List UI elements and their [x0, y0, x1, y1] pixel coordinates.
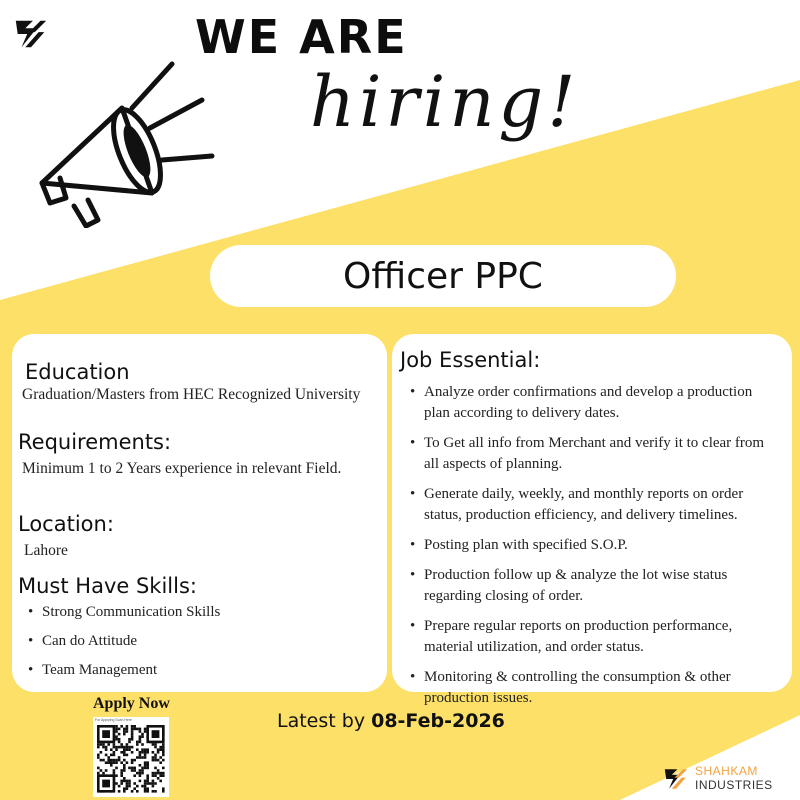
- requirements-heading: Requirements:: [18, 430, 172, 454]
- job-title: Officer PPC: [343, 255, 543, 297]
- job-essential-item: • Prepare regular reports on production performance, material utilization, and order status.: [410, 616, 780, 658]
- location-heading: Location:: [18, 512, 114, 536]
- megaphone-icon: [22, 48, 222, 228]
- job-essential-item: • Analyze order confirmations and develop a production plan according to delivery dates.: [410, 382, 780, 424]
- skill-item: • Can do Attitude: [28, 631, 368, 652]
- education-heading: Education: [25, 360, 130, 384]
- job-essential-item: • Production follow up & analyze the lot wise status regarding closing of order.: [410, 565, 780, 607]
- job-essential-list: [410, 382, 780, 709]
- qr-code-icon[interactable]: [93, 717, 169, 797]
- hiring-text: hiring!: [310, 61, 580, 143]
- deadline-text: [277, 710, 505, 732]
- location-text: Lahore: [24, 542, 68, 559]
- qr-caption: For Applying Scan Here: [95, 718, 132, 722]
- job-essential-item: • Posting plan with specified S.O.P.: [410, 535, 780, 556]
- job-title-pill: [210, 245, 676, 307]
- job-essential-item: • Generate daily, weekly, and monthly reports on order status, production efficiency, and delivery timelines.: [410, 484, 780, 526]
- we-are-heading: WE ARE: [195, 10, 408, 64]
- skills-list: [28, 602, 368, 681]
- brand-name: SHAHKAM: [695, 764, 758, 778]
- job-essential-item: • To Get all info from Merchant and verify it to clear from all aspects of planning.: [410, 433, 780, 475]
- skill-item: • Strong Communication Skills: [28, 602, 368, 623]
- skills-heading: Must Have Skills:: [18, 574, 197, 598]
- skill-item: • Team Management: [28, 660, 368, 681]
- brand-subtitle: INDUSTRIES: [695, 778, 773, 792]
- requirements-card: [12, 334, 387, 692]
- deadline-prefix: Latest by: [277, 710, 372, 732]
- education-text: Graduation/Masters from HEC Recognized University: [22, 386, 361, 403]
- job-essential-card: [392, 334, 792, 706]
- job-essential-heading: Job Essential:: [400, 348, 541, 372]
- deadline-date: 08-Feb-2026: [371, 710, 505, 732]
- brand-logo-icon: [662, 765, 690, 793]
- hiring-script: [300, 48, 640, 158]
- job-essential-item: • Monitoring & controlling the consumption & other production issues.: [410, 667, 780, 709]
- apply-now-label: Apply Now: [93, 695, 170, 712]
- requirements-text: Minimum 1 to 2 Years experience in relevant Field.: [22, 460, 342, 477]
